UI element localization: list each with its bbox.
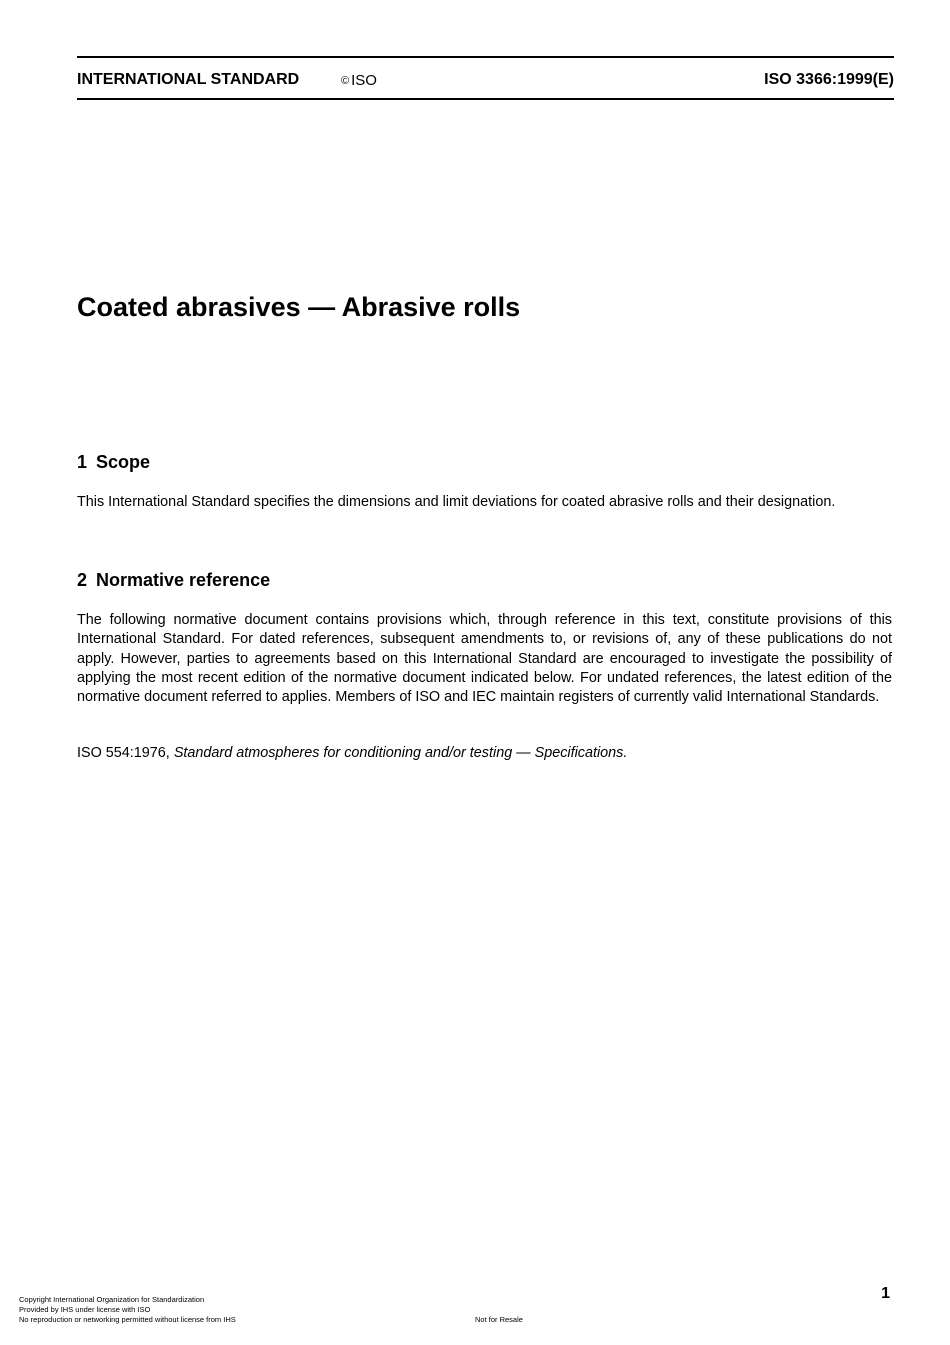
section-title: Normative reference <box>96 570 271 590</box>
footer-copyright-notice <box>19 1295 236 1325</box>
section-number: 1 <box>77 452 88 472</box>
reference-code: ISO 554:1976, <box>77 745 170 761</box>
document-number: ISO 3366:1999(E) <box>764 71 894 88</box>
section-heading-normative-reference <box>77 569 270 591</box>
header-bottom-rule <box>77 98 894 100</box>
footer-copyright-line: Provided by IHS under license with ISO <box>19 1305 151 1314</box>
scope-paragraph: This International Standard specifies the dimensions and limit deviations for coated abrasive rolls and their designation. <box>77 494 836 510</box>
reference-entry <box>77 744 892 763</box>
reference-title: Standard atmospheres for conditioning and/or testing — Specifications. <box>173 745 628 761</box>
header-top-rule <box>77 56 894 58</box>
footer-copyright-line: No reproduction or networking permitted without license from IHS <box>19 1315 236 1324</box>
section-number: 2 <box>77 570 88 590</box>
page-number: 1 <box>881 1285 890 1302</box>
footer-resale-notice: Not for Resale <box>475 1315 523 1324</box>
header-standard-label: INTERNATIONAL STANDARD <box>77 71 300 88</box>
section-heading-scope <box>77 451 150 473</box>
page-title: Coated abrasives — Abrasive rolls <box>77 292 521 322</box>
normative-reference-paragraph: The following normative document contains provisions which, through reference in this text, constitute provisions of this International Standard. For dated references, subsequent amendments to, or revisions of, any of these publications do not apply. However, parties to agreements based on this International Standard are encouraged to investigate the possibility of applying the most recent edition of the normative document indicated below. For undated references, the latest edition of the normative document referred to applies. Members of ISO and IEC maintain registers of currently valid International Standards. <box>77 612 892 706</box>
section-title: Scope <box>96 452 151 472</box>
copyright-org: ISO <box>351 72 377 89</box>
header-copyright <box>341 72 377 90</box>
footer-copyright-line: Copyright International Organization for Standardization <box>19 1295 205 1304</box>
copyright-symbol: © <box>341 75 350 87</box>
